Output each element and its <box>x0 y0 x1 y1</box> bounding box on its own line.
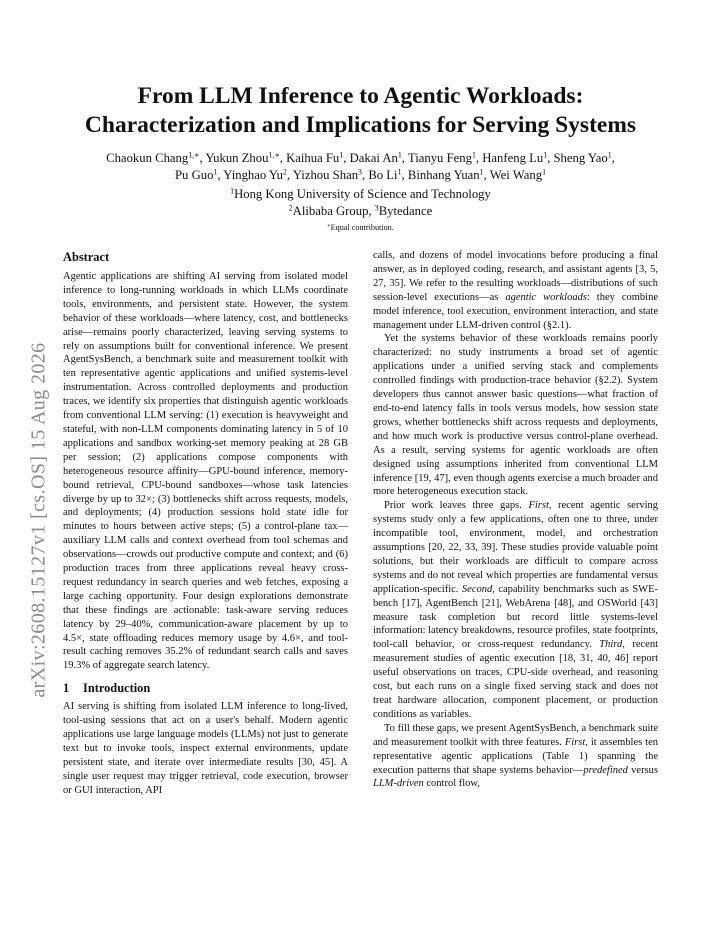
section-heading-introduction <box>63 681 348 696</box>
affiliation-2: $^2$Alibaba Group, $^3$Bytedance <box>288 203 433 218</box>
arxiv-sidebar <box>28 335 50 705</box>
left-column <box>63 250 348 798</box>
intro-paragraph-1: AI serving is shifting from isolated LLM inference to long-lived, tool-using sessions that act on a user's behalf. Modern agentic applications use large language models (LLMs) not just to generate text but to invoke tools, inspect external environments, update persistent state, and iterate over intermediate results [30, 45]. A single user request may trigger retrieval, code execution, browser or GUI interaction, API <box>63 701 348 796</box>
author: Sheng Yao$^1$ <box>553 150 612 165</box>
intro-paragraph-3: Prior work leaves three gaps. First, recent agentic serving systems study only a few applications, often one to three, under incompatible tool, environment, model, and orchestration assumptions [20, 22, 33, 39]. These studies provide valuable point solutions, but their workloads are difficult to compare across systems and do not reveal which properties are fundamental versus application-specific. Second, capability benchmarks such as SWE-bench [17], AgentBench [21], WebArena [48], and OSWorld [43] measure task completion but record little systems-level information: latency breakdowns, resource profiles, state footprints, tool-call behavior, or cross-request redundancy. Third, recent measurement studies of agentic execution [18, 31, 40, 46] report useful observations on traces, CPU-side overhead, and reasoning cost, but each runs on a single fixed serving stack and does not treat hardware allocation, component placement, or production conditions as variables. <box>373 500 659 720</box>
intro-paragraph-4: To fill these gaps, we present AgentSysBench, a benchmark suite and measurement toolkit with three features. First, it assembles ten representative agentic applications (Table 1) spanning the execution patterns that shape systems behavior—predefined versus LLM-driven control flow, <box>373 722 658 790</box>
author: Dakai An$^1$ <box>349 150 402 165</box>
title-line-1: From LLM Inference to Agentic Workloads: <box>137 83 584 109</box>
author: Yinghao Yu$^2$ <box>223 167 287 182</box>
author: Wei Wang$^1$ <box>489 167 546 182</box>
intro-paragraph-2: Yet the systems behavior of these workloads remains poorly characterized: no study instruments a broad set of agentic applications under a unified serving stack and complements controlled findings with production-trace behavior (§2.2). System developers thus cannot answer basic questions—what fraction of end-to-end latency falls in tools versus models, how session state grows, whether bottlenecks shift across requests and deployments, and how much work is productive versus control-plane overhead. As a result, serving systems for agentic workloads are often designed using assumptions inherited from conventional LLM inference [19, 47], even though agents exercise a much broader and more heterogeneous execution stack. <box>373 333 658 498</box>
intro-paragraph-1-continued: calls, and dozens of model invocations before producing a final answer, as in deployed coding, research, and assistant agents [3, 5, 27, 35]. We refer to the resulting workloads—distributions of such session-level executions—as agentic workloads: they combine model inference, tool execution, environment interaction, and state management under LLM-driven control (§2.1). <box>373 250 659 331</box>
author: Kaihua Fu$^1$ <box>286 150 344 165</box>
author: Pu Guo$^1$ <box>175 167 218 182</box>
abstract-heading: Abstract <box>63 250 110 264</box>
affiliation-1: $^1$Hong Kong University of Science and Technology <box>230 186 491 201</box>
author: Yukun Zhou$^{1,∗}$ <box>205 150 280 165</box>
section-title: Introduction <box>83 681 151 696</box>
author: Chaokun Chang$^{1,∗}$ <box>106 150 200 165</box>
author: Bo Li$^1$ <box>368 167 402 182</box>
author: Tianyu Feng$^1$ <box>407 150 476 165</box>
arxiv-identifier: arXiv:2608.15127v1 [cs.OS] 15 Aug 2026 <box>28 342 50 698</box>
paper-title <box>63 82 658 140</box>
right-column <box>373 249 658 791</box>
author: Yizhou Shan$^3$ <box>292 167 362 182</box>
author: Binhang Yuan$^1$ <box>407 167 484 182</box>
abstract-text: Agentic applications are shifting AI serving from isolated model inference to long-running workloads in which LLMs coordinate tools, environments, and persistent state. However, the system behavior of these workloads—where latency, cost, and bottlenecks arise—remains poorly characterized, leaving serving systems to rely on assumptions built for conventional inference. We present AgentSysBench, a benchmark suite and measurement toolkit with ten representative agentic applications and unified systems-level instrumentation. Across controlled deployments and production traces, we identify six properties that distinguish agentic workloads from conventional LLM serving: (1) execution is heavyweight and stateful, with non-LLM components dominating latency in 5 of 10 applications and sandbox working-set memory peaking at 28 GB per session; (2) applications compose components with heterogeneous resource affinity—GPU-bound inference, memory-bound retrieval, CPU-bound sandboxes—whose task latencies diverge by up to 32×; (3) bottlenecks shift across requests, models, and deployments; (4) production sessions hold state idle for minutes to hours between active steps; (5) a control-plane tax—auxiliary LLM calls and context overhead from tool schemas and observations—crowds out productive compute and context; and (6) production traces from three applications reveal heavy cross-request redundancy in search queries and web fetches, exposing a large caching opportunity. Four design explorations demonstrate that these findings are actionable: task-aware serving reduces latency by 29–40%, communication-aware placement by up to 4.5×, state offloading reduces memory usage by 4.6×, and tool-result caching removes 35.2% of redundant search calls and saves 19.3% of aggregate search latency. <box>63 271 348 672</box>
author-list: Chaokun Chang$^{1,∗}$, Yukun Zhou$^{1,∗}$, Kaihua Fu$^1$, Dakai An$^1$, Tianyu Feng$^1$, Hanfeng Lu$^1$, Sheng Yao$^1$, Pu Guo$^1$, Yinghao Yu$^2$, Yizhou Shan$^3$, Bo Li$^1$, Binhang Yuan$^1$, Wei Wang$^1$ <box>106 150 615 182</box>
paper-page <box>63 82 659 796</box>
author: Hanfeng Lu$^1$ <box>482 150 548 165</box>
section-number: 1 <box>63 681 70 696</box>
equal-contribution-note: ∗Equal contribution. <box>327 223 394 232</box>
title-line-2: Characterization and Implications for Serving Systems <box>84 112 637 138</box>
affiliations <box>63 186 658 219</box>
